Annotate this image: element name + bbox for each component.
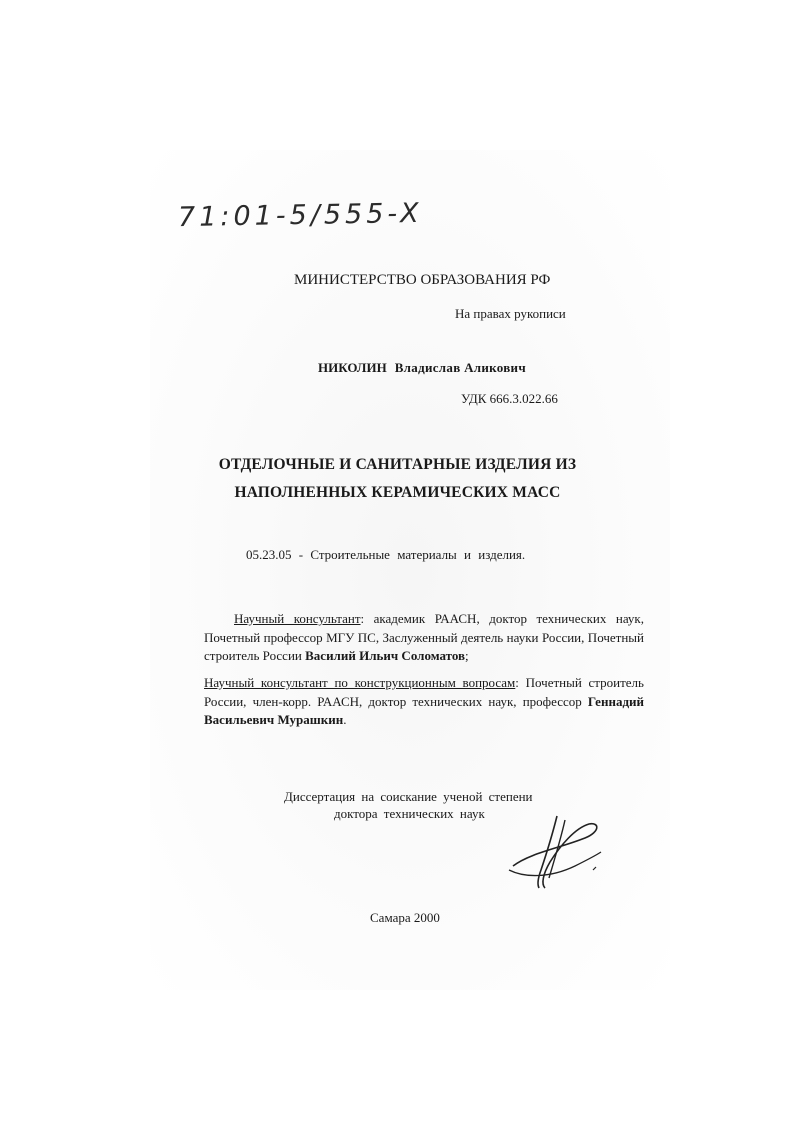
- handwritten-archive-code: 71:01-5/555-X: [177, 197, 423, 234]
- consultant-2-end: .: [343, 712, 347, 727]
- author-name: [318, 360, 526, 376]
- author-surname: НИКОЛИН: [318, 360, 387, 375]
- consultant-2-label: Научный консультант по конструкционным вопросам: [204, 675, 516, 690]
- udk-code: УДК 666.3.022.66: [461, 391, 558, 406]
- thesis-title-line-2: НАПОЛНЕННЫХ КЕРАМИЧЕСКИХ МАСС: [234, 484, 561, 501]
- consultant-1-end: ;: [465, 648, 469, 663]
- dissertation-statement-line-2: доктора технических наук: [334, 806, 485, 821]
- consultant-1-name: Василий Ильич Соломатов: [305, 648, 466, 663]
- consultant-1-credentials: : академик РААСН, доктор технических наук, Почетный профессор МГУ ПС, Заслуженный деятель науки России, Почетный строитель России: [204, 611, 644, 663]
- handwritten-signature: [505, 808, 605, 892]
- consultant-2-name: Геннадий Васильевич Мурашкин: [204, 693, 644, 727]
- city-and-year: Самара 2000: [370, 910, 440, 925]
- dissertation-statement-line-1: Диссертация на соискание ученой степени: [284, 789, 533, 804]
- manuscript-rights-note: На правах рукописи: [455, 306, 566, 321]
- specialty-code: 05.23.05 - Строительные материалы и изделия.: [246, 547, 526, 562]
- thesis-title-line-1: ОТДЕЛОЧНЫЕ И САНИТАРНЫЕ ИЗДЕЛИЯ ИЗ: [218, 456, 577, 473]
- scientific-consultant-paragraph: [204, 610, 644, 666]
- author-given-names: Владислав Аликович: [394, 360, 526, 375]
- structural-consultant-paragraph: [204, 674, 644, 730]
- ministry-heading: МИНИСТЕРСТВО ОБРАЗОВАНИЯ РФ: [294, 272, 551, 288]
- consultant-2-credentials: : Почетный строитель России, член-корр. РААСН, доктор технических наук, профессор: [204, 675, 644, 709]
- consultant-1-label: Научный консультант: [234, 611, 361, 626]
